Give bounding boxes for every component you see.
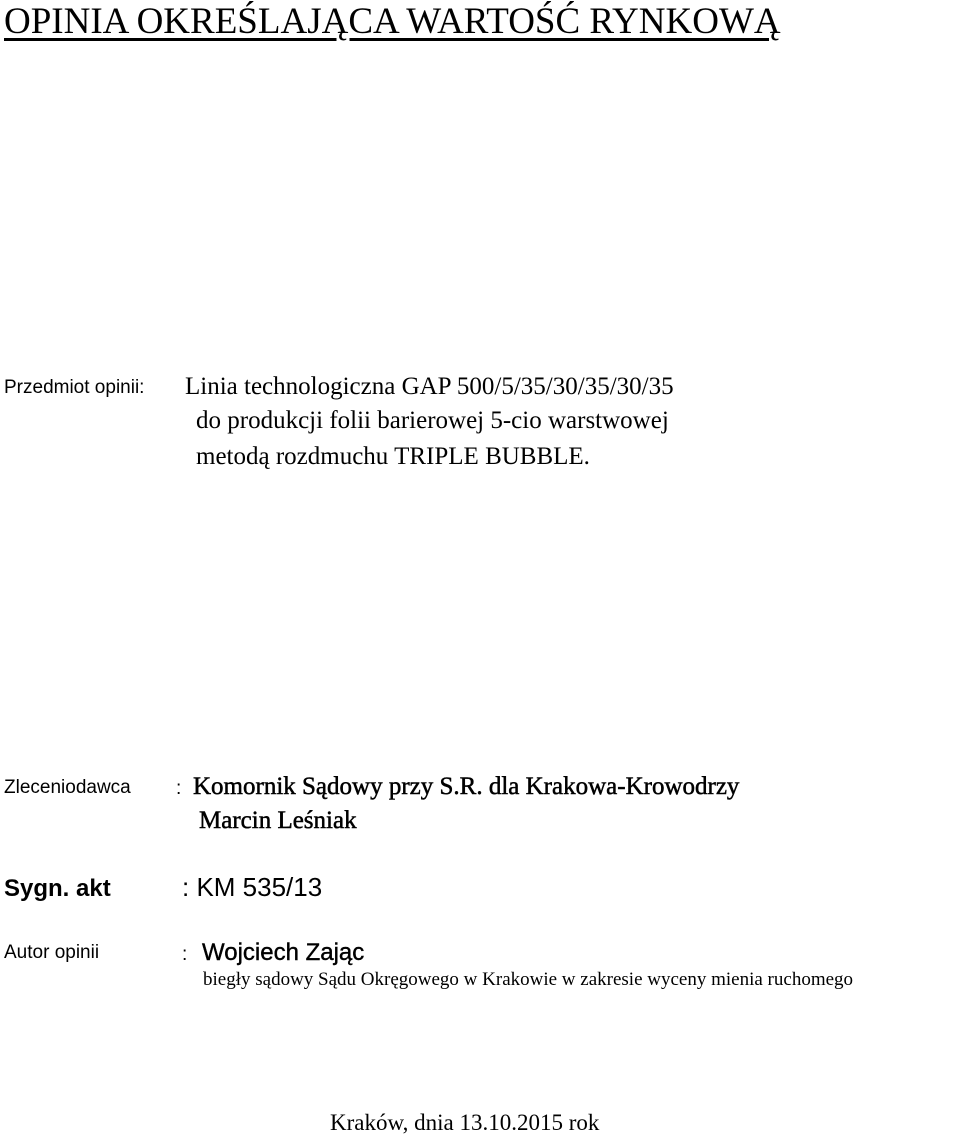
author-colon: : (182, 944, 188, 965)
case-value: : KM 535/13 (182, 872, 323, 902)
client-colon: : (176, 778, 182, 799)
client-line-2: Marcin Leśniak (199, 807, 357, 834)
case-label: Sygn. akt (4, 875, 111, 902)
subject-line-1: Linia technologiczna GAP 500/5/35/30/35/30/35 (185, 373, 674, 400)
subject-label: Przedmiot opinii: (4, 377, 145, 398)
document-title: OPINIA OKREŚLAJĄCA WARTOŚĆ RYNKOWĄ (4, 1, 781, 42)
client-label: Zleceniodawca (4, 777, 131, 798)
subject-line-3: metodą rozdmuchu TRIPLE BUBBLE. (196, 443, 590, 470)
author-name: Wojciech Zając (202, 939, 365, 966)
client-line-1: Komornik Sądowy przy S.R. dla Krakowa-Krowodrzy (193, 773, 740, 800)
author-label: Autor opinii (4, 942, 100, 963)
subject-line-2: do produkcji folii barierowej 5-cio warstwowej (196, 407, 669, 434)
author-description: biegły sądowy Sądu Okręgowego w Krakowie w zakresie wyceny mienia ruchomego (203, 969, 854, 990)
place-date: Kraków, dnia 13.10.2015 rok (330, 1110, 600, 1135)
